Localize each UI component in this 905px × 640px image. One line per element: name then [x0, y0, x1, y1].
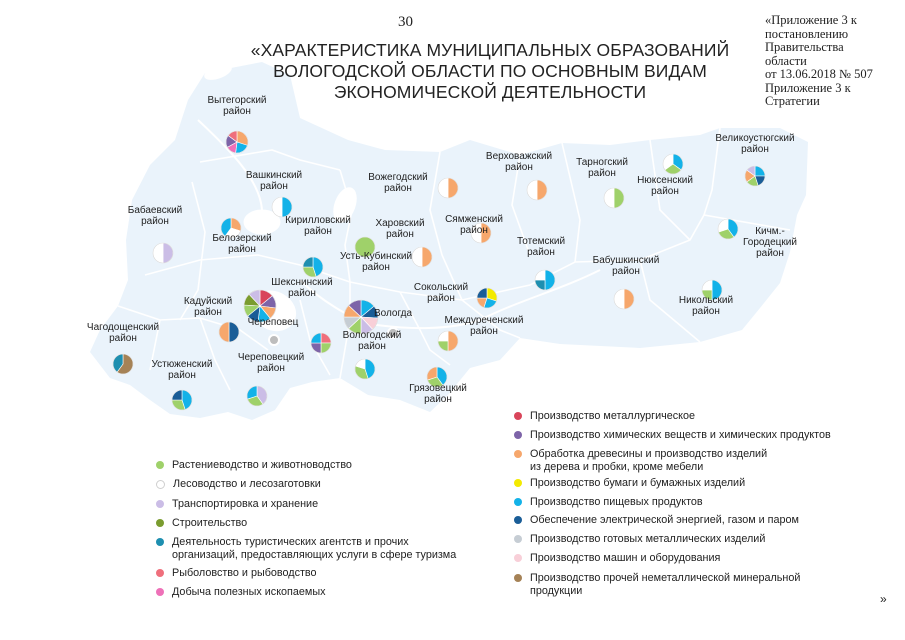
district-17-pie [219, 322, 239, 342]
appendix-line: области [765, 53, 807, 68]
district-10-pie [745, 166, 765, 186]
title-line: «ХАРАКТЕРИСТИКА МУНИЦИПАЛЬНЫХ ОБРАЗОВАНИЙ [250, 40, 730, 60]
legend-item-tourism [156, 536, 456, 562]
district-14-label: Тотемский район [516, 236, 566, 258]
legend-label: Обеспечение электрической энергией, газом и паром [530, 514, 799, 526]
district-10-label: Великоустюгский район [715, 133, 795, 155]
legend-item-machinery [514, 552, 720, 565]
district-6-label: Вожегодский район [368, 172, 428, 194]
district-22-pie [113, 354, 133, 374]
legend-label: Деятельность туристических агентств и прочих организаций, предоставляющих услуги в сфере туризма [172, 536, 457, 561]
district-11-pie [412, 247, 432, 267]
legend-label: Транспортировка и хранение [172, 498, 319, 510]
legend-swatch-icon [514, 516, 522, 524]
legend-item-metal-products [514, 533, 765, 546]
district-3-label: Бабаевский район [127, 205, 183, 227]
legend-label: Производство машин и оборудования [530, 552, 721, 564]
legend-item-minerals [514, 572, 800, 598]
legend-swatch-icon [514, 574, 522, 582]
legend-item-food [514, 496, 703, 509]
legend-item-wood [514, 448, 767, 474]
appendix-note [765, 14, 903, 109]
appendix-line: Стратегии [765, 94, 820, 108]
legend-label: Производство химических веществ и химических продуктов [530, 429, 831, 441]
legend-label: Рыболовство и рыбоводство [172, 567, 317, 579]
legend-swatch-icon [156, 480, 165, 489]
district-2-label: Вашкинский район [245, 170, 303, 192]
legend-swatch-icon [514, 431, 522, 439]
page-number: 30 [398, 14, 413, 30]
legend-label: Строительство [172, 517, 248, 529]
district-25-label: Вологодский район [342, 330, 402, 352]
city-2-label: Вологда [373, 308, 413, 319]
title-line: ВОЛОГОДСКОЙ ОБЛАСТИ ПО ОСНОВНЫМ ВИДАМ [273, 61, 707, 81]
district-2-pie [272, 197, 292, 217]
legend-label: Лесоводство и лесозаготовки [173, 478, 321, 490]
map-title [250, 40, 730, 103]
district-5-label: Кирилловский район [285, 215, 351, 237]
district-18-label: Шекснинский район [271, 277, 333, 299]
district-15-label: Кичм.-Городецкий район [743, 226, 797, 259]
legend-label: Растениеводство и животноводство [172, 459, 352, 471]
district-16-pie [614, 289, 634, 309]
legend-label: Производство металлургическое [530, 410, 696, 422]
district-26-label: Грязовецкий район [409, 383, 467, 405]
district-1-label: Вытегорский район [207, 95, 267, 117]
district-9-pie [663, 154, 683, 174]
city-1-label: Череповец [247, 317, 299, 328]
legend-swatch-icon [514, 479, 522, 487]
legend-item-forestry [156, 478, 321, 491]
district-19-pie [477, 288, 497, 308]
appendix-line: постановлению [765, 26, 849, 41]
legend-swatch-icon [156, 569, 164, 577]
district-8-label: Тарногский район [576, 157, 628, 179]
legend-item-transport [156, 498, 318, 511]
legend-item-paper [514, 477, 745, 490]
legend-item-energy [514, 514, 799, 527]
appendix-line: «Приложение 3 к [765, 13, 857, 27]
district-9-label: Нюксенский район [637, 175, 693, 197]
legend-swatch-icon [156, 500, 164, 508]
district-20-pie [438, 331, 458, 351]
legend-swatch-icon [514, 535, 522, 543]
district-20-label: Междуреченский район [444, 315, 524, 337]
legend-label: Производство бумаги и бумажных изделий [530, 477, 746, 489]
district-24-label: Череповецкий район [237, 352, 305, 374]
legend-item-agriculture [156, 459, 352, 472]
legend-item-metallurgy [514, 410, 695, 423]
district-11-label: Харовский район [375, 218, 425, 240]
district-3-pie [153, 243, 173, 263]
district-7-label: Верховажский район [485, 151, 553, 173]
district-1-pie [226, 131, 248, 153]
title-line: ЭКОНОМИЧЕСКОЙ ДЕЯТЕЛЬНОСТИ [333, 82, 647, 102]
district-23-label: Устюженский район [151, 359, 213, 381]
appendix-line: Правительства [765, 40, 844, 54]
district-18-pie [311, 333, 331, 353]
legend-label: Добыча полезных ископаемых [172, 586, 326, 598]
legend-swatch-icon [514, 450, 522, 458]
legend-label: Обработка древесины и производство изделий из дерева и пробки, кроме мебели [530, 448, 768, 473]
appendix-line: от 13.06.2018 № 507 [765, 67, 873, 81]
district-24-pie [247, 386, 267, 406]
district-4-label: Белозерский район [212, 233, 272, 255]
district-8-pie [604, 188, 624, 208]
district-21-label: Никольский район [678, 295, 734, 317]
district-16-label: Бабушкинский район [592, 255, 660, 277]
legend-swatch-icon [156, 519, 164, 527]
district-13-label: Сямженский район [445, 214, 503, 236]
district-7-pie [527, 180, 547, 200]
legend-label: Производство пищевых продуктов [530, 496, 703, 508]
legend-swatch-icon [156, 461, 164, 469]
legend-swatch-icon [514, 498, 522, 506]
district-25-pie [355, 359, 375, 379]
appendix-line: Приложение 3 к [765, 80, 851, 95]
district-15-pie [718, 219, 738, 239]
district-19-label: Сокольский район [413, 282, 469, 304]
district-12-label: Усть-Кубинский район [339, 251, 413, 273]
district-5-pie [303, 257, 323, 277]
legend-swatch-icon [514, 554, 522, 562]
city-2-pie [344, 300, 378, 334]
district-6-pie [438, 178, 458, 198]
legend-label: Производство готовых металлических изделий [530, 533, 766, 545]
closing-quote: » [880, 592, 887, 606]
legend-swatch-icon [156, 538, 164, 546]
legend-swatch-icon [156, 588, 164, 596]
district-14-pie [535, 270, 555, 290]
district-23-pie [172, 390, 192, 410]
legend-item-fishing [156, 567, 317, 580]
district-17-label: Кадуйский район [183, 296, 233, 318]
legend-item-mining [156, 586, 325, 599]
legend-swatch-icon [514, 412, 522, 420]
legend-label: Производство прочей неметаллической минеральной продукции [530, 572, 801, 597]
district-22-label: Чагодощенский район [86, 322, 160, 344]
cherepovets-marker [269, 335, 279, 345]
legend-item-chemistry [514, 429, 831, 442]
legend-item-construction [156, 517, 247, 530]
